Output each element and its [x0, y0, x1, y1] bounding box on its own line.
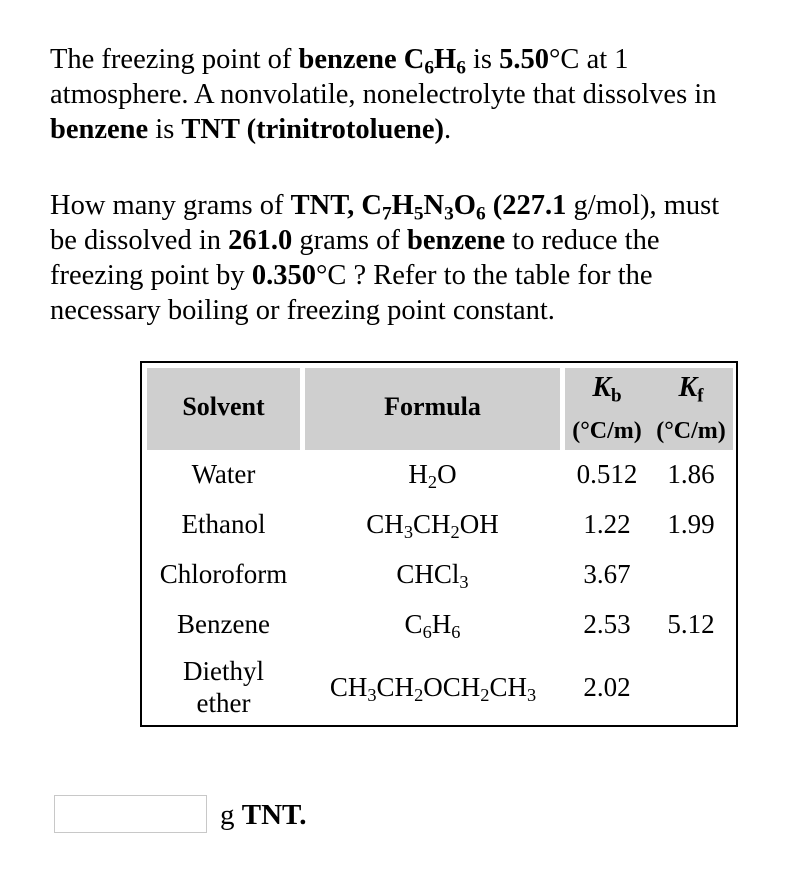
formula-text: O [437, 459, 457, 489]
row-water-kf: 1.86 [667, 459, 715, 489]
unit-substance: TNT. [241, 799, 307, 831]
delta-t-value: 0.350 [251, 260, 316, 291]
row-diethyl-ether-solvent [147, 655, 300, 719]
subscript: 2 [414, 685, 424, 706]
formula-text: CH [413, 509, 451, 539]
subscript: 3 [444, 203, 454, 225]
subscript: 3 [459, 572, 469, 593]
formula-text: CH [489, 672, 527, 702]
header-label: Solvent [182, 392, 265, 421]
answer-input[interactable] [54, 795, 207, 833]
subscript: 6 [424, 57, 435, 79]
subscript: 6 [475, 203, 486, 225]
question-paragraph-2 [50, 188, 750, 328]
formula-text: CH [329, 672, 368, 702]
row-diethyl-ether-kb: 2.02 [583, 672, 631, 702]
subscript: 2 [480, 685, 490, 706]
header-solvent [147, 368, 300, 450]
question-paragraph-1 [50, 42, 750, 147]
subscript: f [697, 385, 704, 407]
benzene-formula [298, 44, 466, 79]
question-text: is [465, 44, 500, 75]
subscript: 3 [403, 522, 413, 543]
formula-text: benzene C [298, 44, 425, 75]
formula-text: H [391, 190, 414, 221]
solvent-line: ether [196, 688, 251, 718]
row-ethanol-formula [305, 508, 560, 543]
header-constants [565, 368, 733, 450]
header-formula [305, 368, 560, 450]
subscript: 3 [367, 685, 377, 706]
formula-text: N [423, 190, 445, 221]
formula-text: OCH [423, 672, 481, 702]
row-ethanol-kb: 1.22 [583, 509, 631, 539]
question-text: grams of [292, 225, 408, 256]
row-benzene-kf: 5.12 [667, 609, 715, 639]
row-chloroform-solvent: Chloroform [159, 559, 288, 589]
solute-name: TNT (trinitrotoluene) [181, 114, 444, 145]
molar-mass-value: (227.1 [485, 190, 567, 221]
solvent-name: benzene [50, 114, 149, 145]
question-text: °C ? Refer to the table for the necessary boiling or freezing point constant. [50, 260, 653, 326]
solvent-name: benzene [407, 225, 506, 256]
subscript: 5 [413, 203, 424, 225]
row-diethyl-ether-formula [292, 671, 574, 706]
question-text: . [443, 114, 452, 145]
formula-text: TNT, C [290, 190, 382, 221]
question-text: g/mol), must be dissolved in [50, 190, 720, 256]
subscript: 2 [450, 522, 460, 543]
kf-unit: (°C/m) [656, 418, 726, 444]
constants-table [140, 361, 738, 727]
row-chloroform-formula [305, 558, 560, 593]
solvent-line: Diethyl [183, 656, 264, 686]
row-ethanol-kf: 1.99 [667, 509, 715, 539]
question-text: °C at 1 atmosphere. A nonvolatile, nonelectrolyte that dissolves in [50, 44, 717, 110]
row-benzene-solvent: Benzene [177, 609, 270, 639]
tnt-formula [290, 190, 567, 225]
header-label: Formula [384, 392, 481, 421]
unit-prefix: g [220, 799, 242, 831]
subscript: 6 [422, 622, 432, 643]
question-text: is [148, 114, 182, 145]
row-benzene-kb: 2.53 [583, 609, 631, 639]
row-chloroform-kb: 3.67 [583, 559, 631, 589]
kf-symbol [649, 372, 733, 407]
subscript: b [611, 385, 622, 407]
row-water-kb: 0.512 [576, 459, 638, 489]
question-text: to reduce the freezing point by [50, 225, 660, 291]
formula-text: H [408, 459, 428, 489]
row-benzene-formula [305, 608, 560, 643]
formula-text: O [453, 190, 476, 221]
formula-text: CHCl [396, 559, 460, 589]
formula-text: C [404, 609, 423, 639]
formula-text: OH [459, 509, 499, 539]
subscript: 6 [451, 622, 461, 643]
freezing-point-value: 5.50 [499, 44, 550, 75]
row-water-formula [305, 458, 560, 493]
subscript: 7 [381, 203, 392, 225]
kb-unit: (°C/m) [572, 418, 642, 444]
question-text: The freezing point of [50, 44, 299, 75]
formula-text: CH [376, 672, 415, 702]
formula-text: CH [366, 509, 404, 539]
solvent-mass-value: 261.0 [228, 225, 293, 256]
symbol-letter: K [592, 372, 612, 403]
row-ethanol-solvent: Ethanol [181, 509, 266, 539]
kb-symbol [565, 372, 649, 407]
row-water-solvent: Water [191, 459, 256, 489]
answer-unit-label [220, 797, 306, 833]
formula-text: H [434, 44, 457, 75]
symbol-letter: K [678, 372, 698, 403]
subscript: 2 [427, 472, 438, 493]
subscript: 6 [456, 57, 466, 79]
subscript: 3 [526, 685, 537, 706]
question-text: How many grams of [50, 190, 291, 221]
formula-text: H [431, 609, 452, 639]
